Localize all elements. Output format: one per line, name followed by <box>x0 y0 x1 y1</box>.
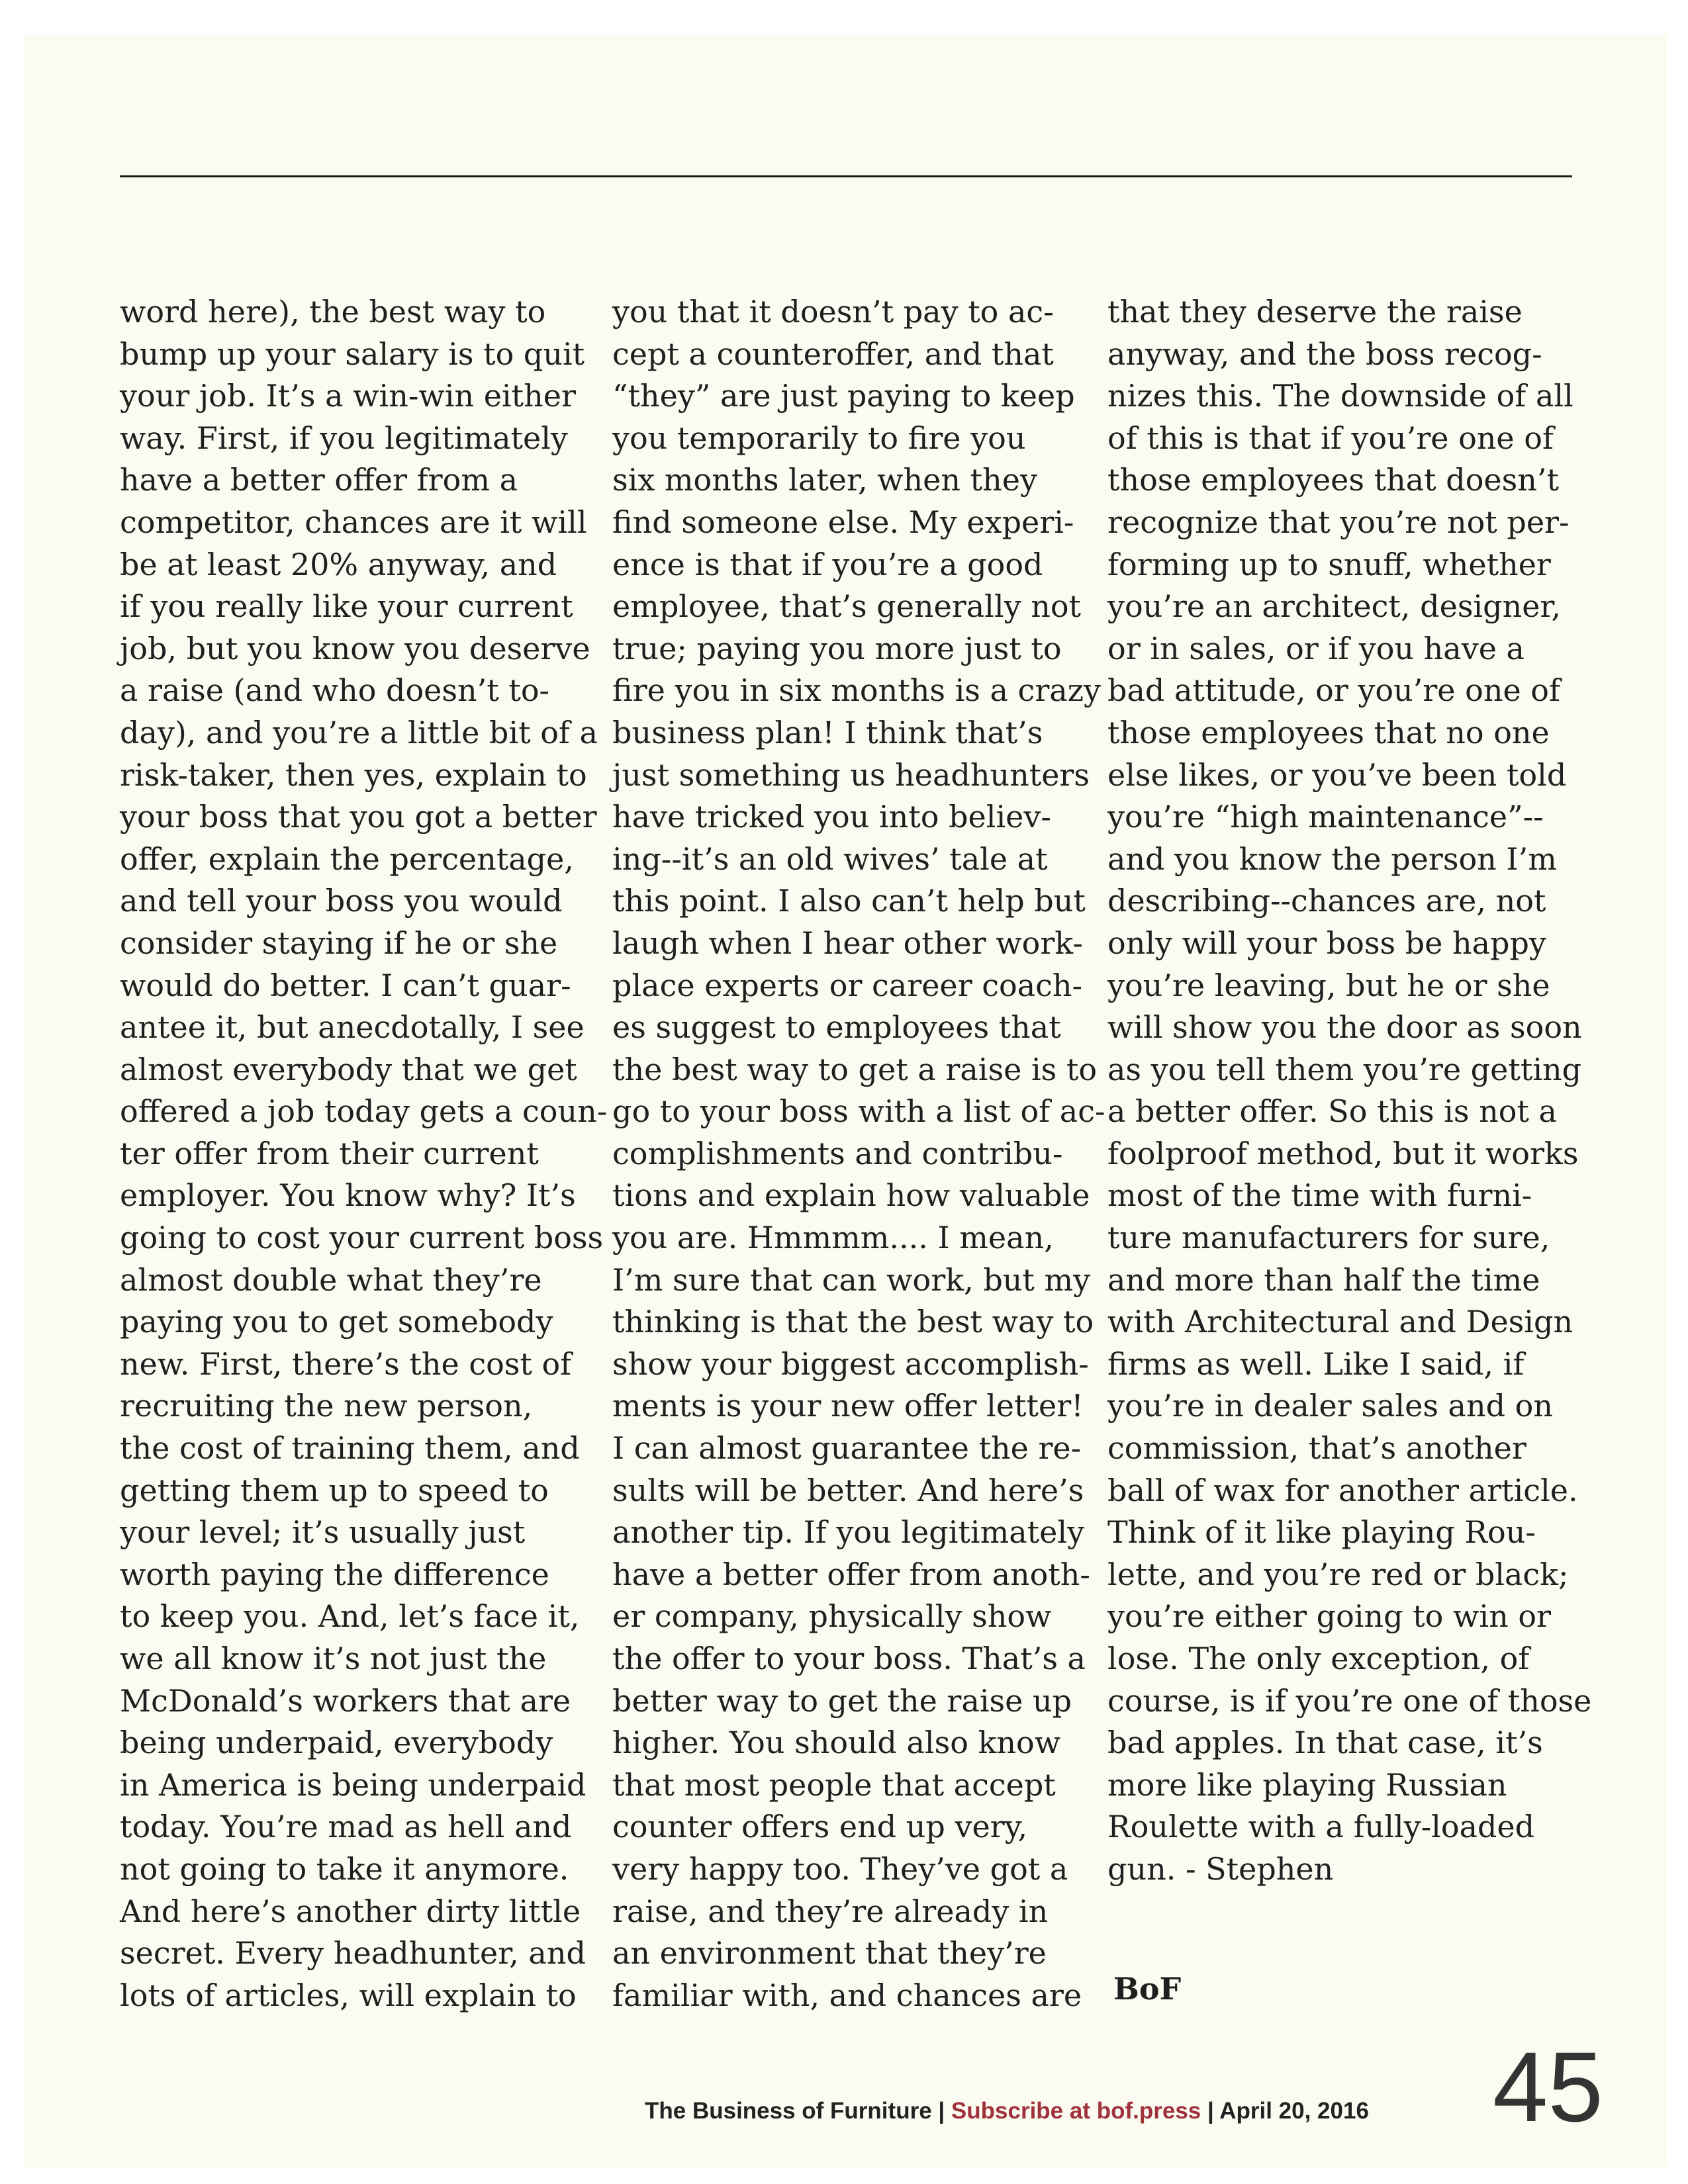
article-line: nizes this. The downside of all <box>1107 378 1573 414</box>
article-column-2 <box>612 291 1105 2017</box>
article-line: lose. The only exception, of <box>1107 1641 1530 1676</box>
article-line: recruiting the new person, <box>120 1388 533 1424</box>
article-line: ball of wax for another article. <box>1107 1472 1578 1508</box>
article-line: have a better offer from anoth- <box>612 1556 1090 1592</box>
article-line: you are. Hmmmm.... I mean, <box>612 1220 1054 1256</box>
article-line: gun. - Stephen <box>1107 1850 1334 1887</box>
article-line: an environment that they’re <box>612 1935 1047 1972</box>
article-line: complishments and contribu- <box>612 1135 1063 1171</box>
article-line: would do better. I can’t guar- <box>120 967 571 1003</box>
article-line: better way to get the raise up <box>612 1682 1072 1719</box>
article-line: cept a counteroffer, and that <box>612 336 1054 372</box>
article-line: not going to take it anymore. <box>120 1850 569 1887</box>
article-line: more like playing Russian <box>1107 1766 1507 1803</box>
article-line: er company, physically show <box>612 1598 1052 1635</box>
article-line: place experts or career coach- <box>612 967 1083 1003</box>
article-line: consider staying if he or she <box>120 925 558 961</box>
article-line: lots of articles, will explain to <box>120 1977 577 2013</box>
article-line: fire you in six months is a crazy <box>612 672 1101 709</box>
article-line: today. You’re mad as hell and <box>120 1809 572 1845</box>
article-line: have tricked you into believ- <box>612 799 1051 835</box>
article-line: those employees that doesn’t <box>1107 462 1559 498</box>
article-line: ture manufacturers for sure, <box>1107 1220 1550 1256</box>
article-line: you that it doesn’t pay to ac- <box>612 294 1054 330</box>
article-line: go to your boss with a list of ac- <box>612 1093 1105 1130</box>
article-line: your job. It’s a win-win either <box>120 378 576 414</box>
article-line: McDonald’s workers that are <box>120 1682 571 1719</box>
article-line: foolproof method, but it works <box>1107 1135 1579 1171</box>
article-line: secret. Every headhunter, and <box>120 1935 586 1972</box>
article-line: true; paying you more just to <box>612 630 1062 666</box>
article-line: anyway, and the boss recog- <box>1107 336 1542 372</box>
article-line: have a better offer from a <box>120 462 518 498</box>
issue-date: April 20, 2016 <box>1219 2098 1369 2124</box>
article-line: higher. You should also know <box>612 1725 1061 1761</box>
article-line: employer. You know why? It’s <box>120 1177 576 1214</box>
article-line: firms as well. Like I said, if <box>1107 1345 1524 1382</box>
article-line: Think of it like playing Rou- <box>1107 1514 1536 1551</box>
article-line: familiar with, and chances are <box>612 1977 1082 2013</box>
article-line: job, but you know you deserve <box>120 630 590 666</box>
article-line: ence is that if you’re a good <box>612 546 1043 582</box>
article-line: “they” are just paying to keep <box>612 378 1075 414</box>
article-line: new. First, there’s the cost of <box>120 1345 572 1382</box>
article-line: those employees that no one <box>1107 714 1550 751</box>
article-line: only will your boss be happy <box>1107 925 1546 961</box>
article-line: describing--chances are, not <box>1107 883 1546 919</box>
article-line: else likes, or you’ve been told <box>1107 756 1567 793</box>
article-line: sults will be better. And here’s <box>612 1472 1084 1508</box>
article-line: raise, and they’re already in <box>612 1893 1049 1929</box>
article-line: and you know the person I’m <box>1107 841 1557 877</box>
article-line: show your biggest accomplish- <box>612 1345 1089 1382</box>
article-line: your level; it’s usually just <box>120 1514 526 1551</box>
article-line: you temporarily to fire you <box>612 420 1026 456</box>
article-line: business plan! I think that’s <box>612 714 1043 751</box>
article-line: you’re leaving, but he or she <box>1107 967 1550 1003</box>
article-line: of this is that if you’re one of <box>1107 420 1554 456</box>
article-line: with Architectural and Design <box>1107 1304 1573 1340</box>
article-line: almost everybody that we get <box>120 1051 577 1087</box>
article-line: you’re in dealer sales and on <box>1107 1388 1553 1424</box>
article-line: very happy too. They’ve got a <box>612 1850 1068 1887</box>
article-line: will show you the door as soon <box>1107 1009 1582 1046</box>
article-line: find someone else. My experi- <box>612 504 1074 540</box>
article-line: I can almost guarantee the re- <box>612 1430 1082 1467</box>
article-line: worth paying the difference <box>120 1556 549 1592</box>
article-line: getting them up to speed to <box>120 1472 549 1508</box>
article-line: way. First, if you legitimately <box>120 420 568 456</box>
article-line: employee, that’s generally not <box>612 588 1082 625</box>
article-line: ments is your new offer letter! <box>612 1388 1084 1424</box>
article-line: being underpaid, everybody <box>120 1725 553 1761</box>
article-line: es suggest to employees that <box>612 1009 1061 1046</box>
article-line: or in sales, or if you have a <box>1107 630 1524 666</box>
article-line: you’re either going to win or <box>1107 1598 1552 1635</box>
article-line: bad apples. In that case, it’s <box>1107 1725 1543 1761</box>
article-line: a better offer. So this is not a <box>1107 1093 1557 1130</box>
article-line: be at least 20% anyway, and <box>120 546 557 582</box>
page-number: 45 <box>1493 2031 1603 2142</box>
article-line: lette, and you’re red or black; <box>1107 1556 1569 1592</box>
article-line: course, is if you’re one of those <box>1107 1682 1592 1719</box>
article-line: ter offer from their current <box>120 1135 539 1171</box>
article-line: another tip. If you legitimately <box>612 1514 1085 1551</box>
article-line: and tell your boss you would <box>120 883 563 919</box>
article-line: just something us headhunters <box>612 756 1090 793</box>
article-line: competitor, chances are it will <box>120 504 587 540</box>
article-line: And here’s another dirty little <box>120 1893 581 1929</box>
article-line: to keep you. And, let’s face it, <box>120 1598 580 1635</box>
article-line: if you really like your current <box>120 588 573 625</box>
article-line: the cost of training them, and <box>120 1430 580 1467</box>
article-line: day), and you’re a little bit of a <box>120 714 598 751</box>
publication-name: The Business of Furniture <box>645 2098 932 2124</box>
article-line: Roulette with a fully-loaded <box>1107 1809 1535 1845</box>
article-line: tions and explain how valuable <box>612 1177 1090 1214</box>
article-line: your boss that you got a better <box>120 799 597 835</box>
article-line: antee it, but anecdotally, I see <box>120 1009 585 1046</box>
article-line: the best way to get a raise is to <box>612 1051 1098 1087</box>
article-line: thinking is that the best way to <box>612 1304 1094 1340</box>
article-line: word here), the best way to <box>120 294 546 330</box>
article-line: this point. I also can’t help but <box>612 883 1086 919</box>
article-line: laugh when I hear other work- <box>612 925 1083 961</box>
article-line: bump up your salary is to quit <box>120 336 585 372</box>
article-line: offer, explain the percentage, <box>120 841 574 877</box>
article-line: going to cost your current boss <box>120 1220 604 1256</box>
page-footer <box>645 2098 1369 2124</box>
article-line: ing--it’s an old wives’ tale at <box>612 841 1048 877</box>
article-line: paying you to get somebody <box>120 1304 553 1340</box>
article-line: we all know it’s not just the <box>120 1641 547 1676</box>
article-line: that most people that accept <box>612 1766 1056 1803</box>
article-line: risk-taker, then yes, explain to <box>120 756 587 793</box>
footer-separator: | <box>1207 2098 1214 2124</box>
article-line: in America is being underpaid <box>120 1766 586 1803</box>
article-line: forming up to snuff, whether <box>1107 546 1551 582</box>
article-line: that they deserve the raise <box>1107 294 1523 330</box>
article-line: six months later, when they <box>612 462 1037 498</box>
article-line: bad attitude, or you’re one of <box>1107 672 1561 709</box>
article-line: recognize that you’re not per- <box>1107 504 1570 540</box>
article-line: and more than half the time <box>1107 1261 1540 1298</box>
article-line: you’re “high maintenance”-- <box>1107 799 1544 835</box>
article-line: almost double what they’re <box>120 1261 542 1298</box>
top-rule <box>120 175 1572 177</box>
article-column-3 <box>1107 291 1592 1891</box>
article-line: I’m sure that can work, but my <box>612 1261 1091 1298</box>
subscribe-link[interactable]: Subscribe at bof.press <box>951 2098 1201 2124</box>
article-line: offered a job today gets a coun- <box>120 1093 608 1130</box>
article-line: commission, that’s another <box>1107 1430 1526 1467</box>
article-line: most of the time with furni- <box>1107 1177 1532 1214</box>
article-line: counter offers end up very, <box>612 1809 1028 1845</box>
article-line: a raise (and who doesn’t to- <box>120 672 550 709</box>
article-line: as you tell them you’re getting <box>1107 1051 1582 1087</box>
article-line: you’re an architect, designer, <box>1107 588 1561 625</box>
article-line: the offer to your boss. That’s a <box>612 1641 1086 1676</box>
article-column-1 <box>120 291 608 2017</box>
article-signoff: BoF <box>1113 1971 1182 2007</box>
footer-separator: | <box>938 2098 945 2124</box>
